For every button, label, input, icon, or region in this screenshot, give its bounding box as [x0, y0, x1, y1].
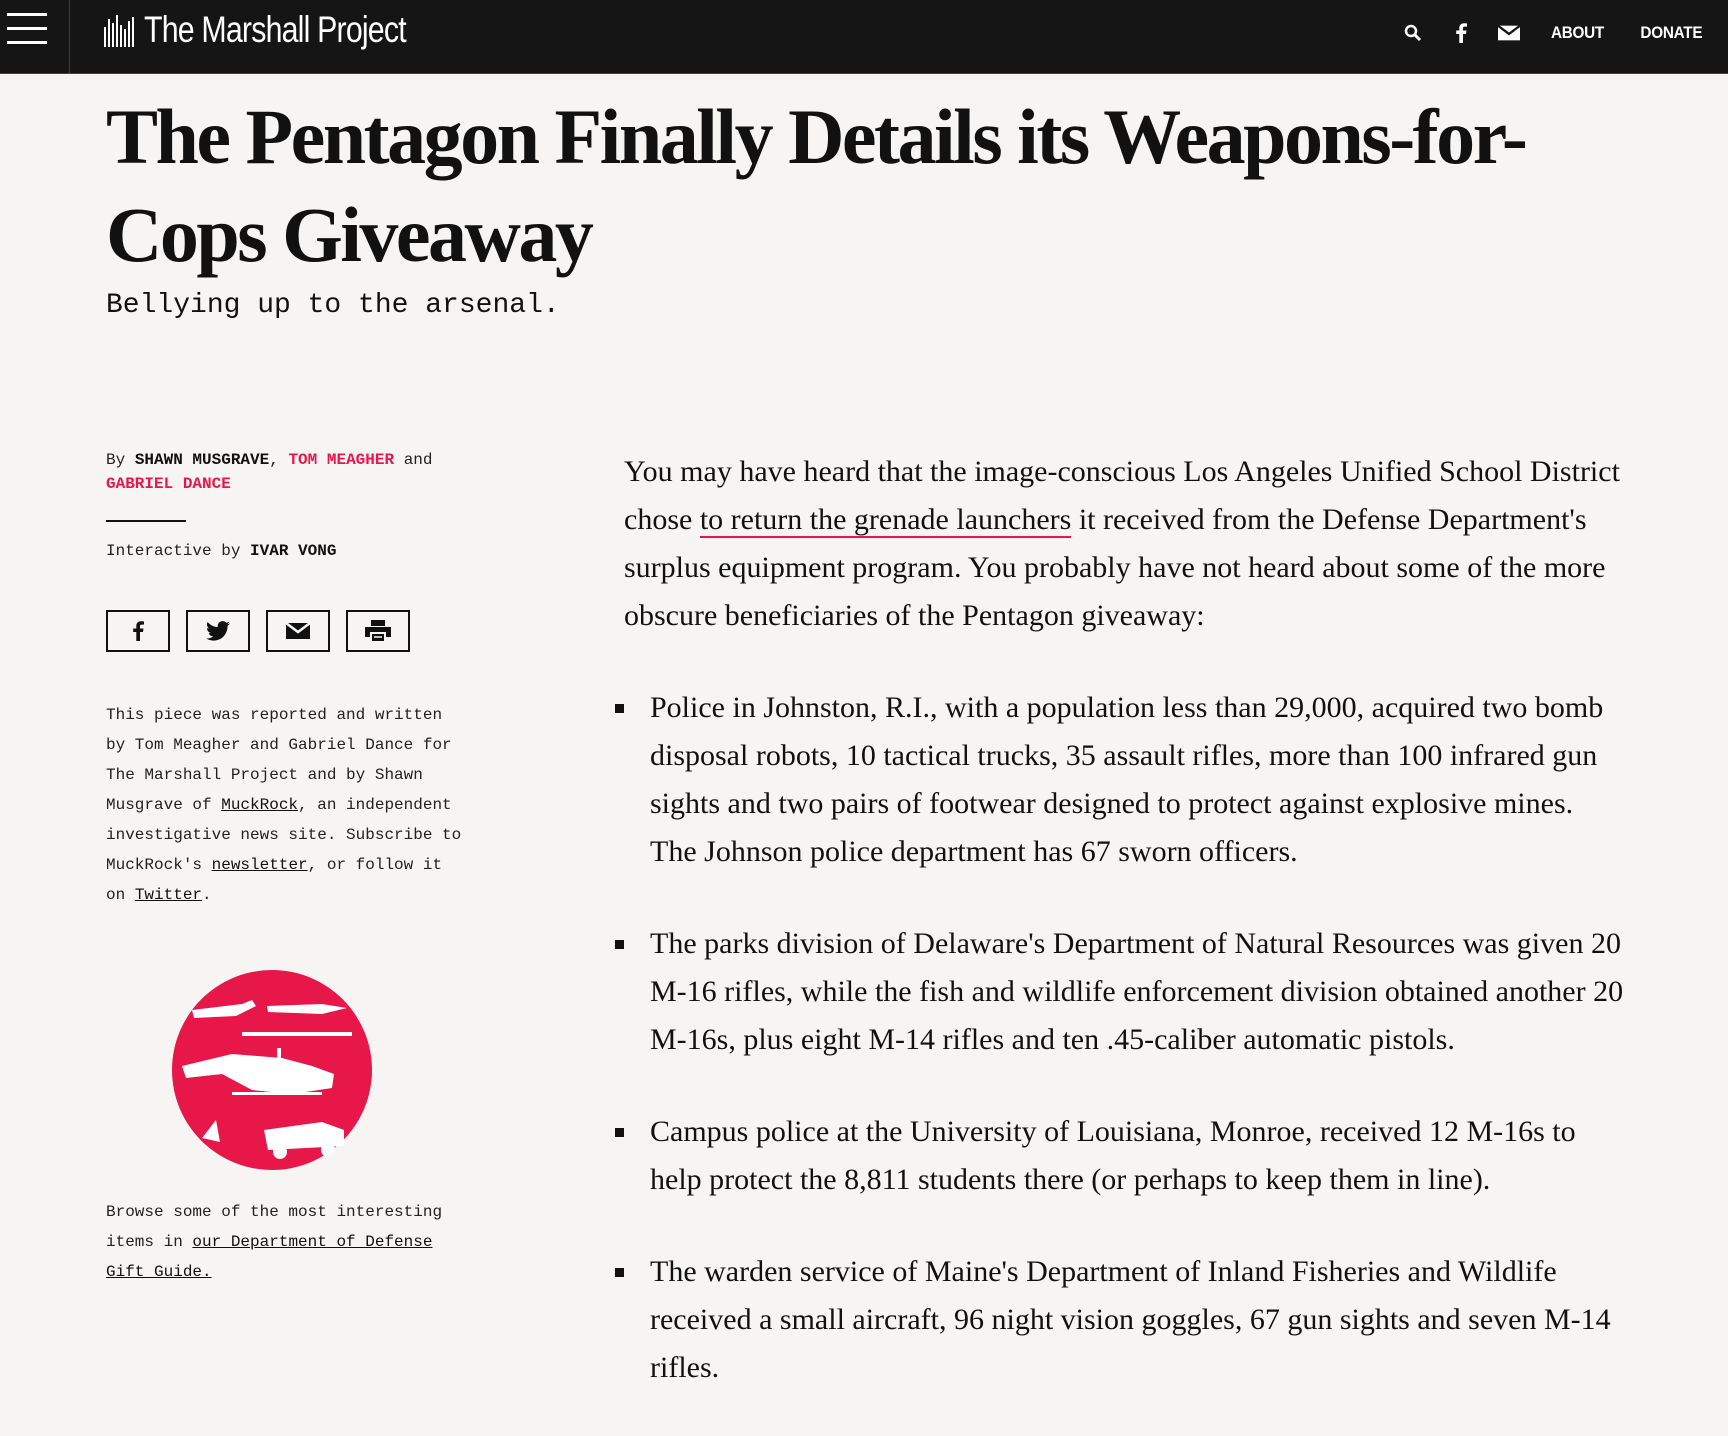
logo-bars-icon	[104, 13, 136, 47]
gift-guide-text: Browse some of the most interesting items in	[106, 1203, 443, 1251]
twitter-link[interactable]: Twitter	[134, 886, 203, 904]
intro-text: You may have heard that the image-conscious Los Angeles Unified School District chose	[624, 455, 1620, 536]
list-item: The parks division of Delaware's Department of Natural Resources was given 20 M-16 rifles, while the fish and wildlife enforcement division obtained another 20 M-16s, plus eight M-14 rifles and ten .45-caliber automatic pistols.	[624, 920, 1624, 1064]
interactive-credit	[106, 542, 486, 560]
print-icon	[365, 620, 391, 642]
gift-guide-promo	[106, 1197, 466, 1287]
twitter-icon	[206, 621, 230, 641]
note-text: This piece was reported and written by Tom Meagher and Gabriel Dance for The Marshall Project and by Shawn Musgrave of	[106, 706, 452, 814]
byline-and: and	[403, 451, 433, 469]
share-facebook-button[interactable]	[106, 610, 170, 652]
email-icon[interactable]	[1498, 22, 1520, 44]
intro-text: it received from the Defense Department's surplus equipment program. You probably have not heard about some of the more obscure beneficiaries of the Pentagon giveaway:	[624, 503, 1606, 632]
author-gabriel-dance[interactable]: GABRIEL DANCE	[106, 475, 231, 493]
article-dek: Bellying up to the arsenal.	[106, 290, 560, 321]
list-item: The warden service of Maine's Department of Inland Fisheries and Wildlife received a small aircraft, 96 night vision goggles, 67 gun sights and seven M-14 rifles.	[624, 1248, 1624, 1392]
muckrock-link[interactable]: MuckRock	[221, 796, 299, 814]
nav-donate-link[interactable]: DONATE	[1640, 23, 1703, 42]
gift-guide-badge-image[interactable]	[172, 970, 372, 1170]
share-buttons	[106, 610, 486, 652]
list-item: Campus police at the University of Louisiana, Monroe, received 12 M-16s to help protect the 8,811 students there (or perhaps to keep them in line).	[624, 1108, 1624, 1204]
article-body	[624, 448, 1624, 1436]
facebook-icon[interactable]	[1450, 22, 1472, 44]
share-email-button[interactable]	[266, 610, 330, 652]
byline-prefix: By	[106, 451, 126, 469]
search-icon[interactable]	[1402, 22, 1424, 44]
interactive-prefix: Interactive by	[106, 542, 241, 560]
byline-separator: ,	[269, 451, 279, 469]
note-text: , an independent investigative news site. Subscribe to MuckRock's	[106, 796, 462, 874]
reporting-note	[106, 700, 466, 910]
list-item: Police in Johnston, R.I., with a population less than 29,000, acquired two bomb disposal robots, 10 tactical trucks, 35 assault rifles, more than 100 infrared gun sights and two pairs of footwear designed to protect against explosive mines. The Johnson police department has 67 sworn officers.	[624, 684, 1624, 876]
intro-paragraph	[624, 448, 1624, 640]
facebook-icon	[132, 620, 144, 642]
site-name: The Marshall Project	[144, 9, 406, 50]
author-tom-meagher[interactable]: TOM MEAGHER	[288, 451, 395, 469]
email-icon	[286, 622, 310, 640]
print-button[interactable]	[346, 610, 410, 652]
beneficiaries-list	[624, 684, 1624, 1392]
site-logo[interactable]	[104, 10, 463, 50]
nav-about-link[interactable]: ABOUT	[1551, 23, 1605, 42]
grenade-launchers-link[interactable]: to return the grenade launchers	[699, 503, 1072, 536]
note-text: .	[202, 886, 212, 904]
interactive-author[interactable]: IVAR VONG	[250, 542, 337, 560]
top-nav-bar	[0, 0, 1728, 74]
share-twitter-button[interactable]	[186, 610, 250, 652]
menu-icon[interactable]	[0, 0, 70, 73]
note-text: , or follow it on	[106, 856, 443, 904]
author-shawn-musgrave[interactable]: SHAWN MUSGRAVE	[134, 451, 270, 469]
page-title: The Pentagon Finally Details its Weapons-for-Cops Giveaway	[106, 93, 1526, 278]
newsletter-link[interactable]: newsletter	[211, 856, 308, 874]
article-sidebar	[106, 448, 486, 1287]
byline	[106, 448, 486, 496]
gift-guide-link[interactable]: our Department of Defense Gift Guide.	[106, 1233, 433, 1281]
byline-divider	[106, 520, 186, 522]
